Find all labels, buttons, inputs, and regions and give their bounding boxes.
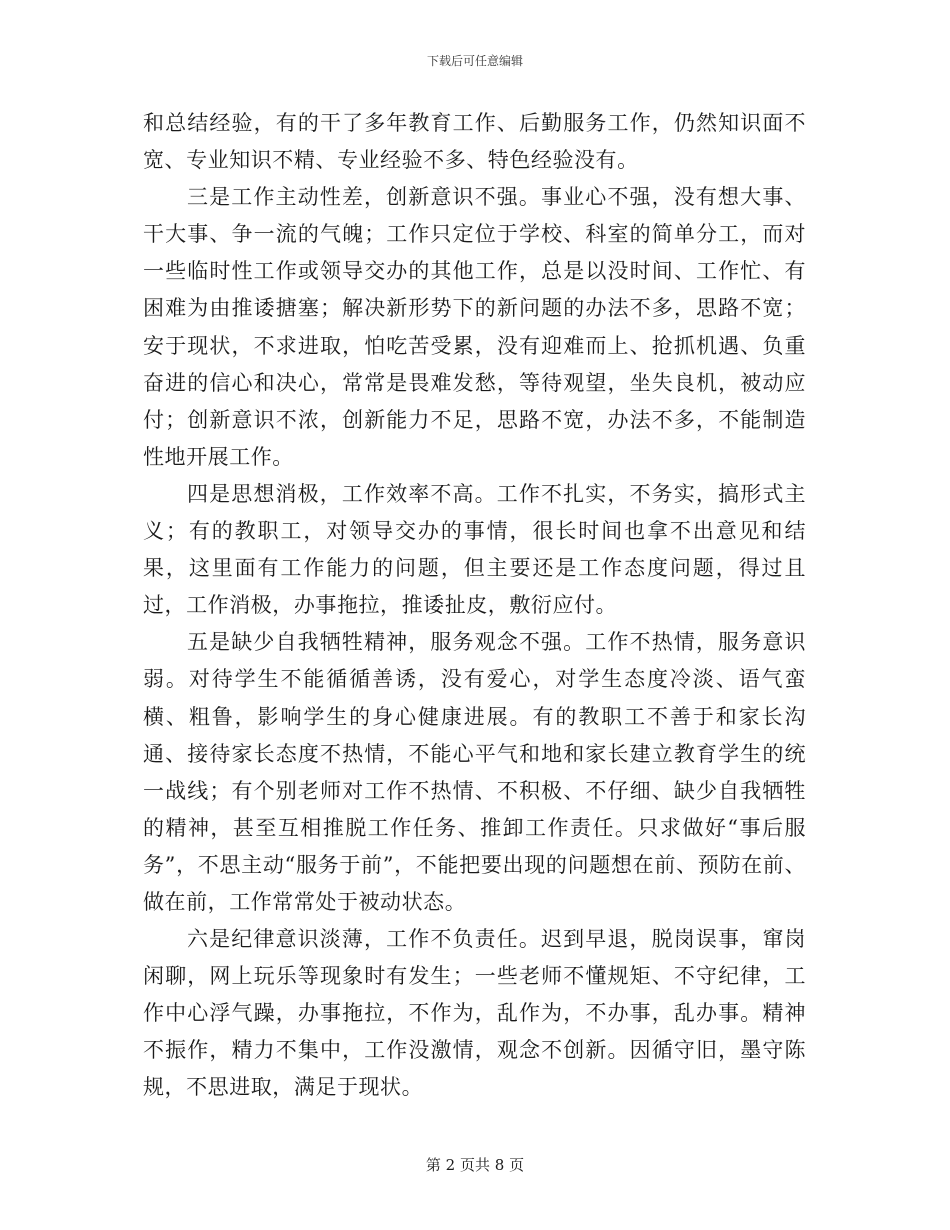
paragraph-point-six: 六是纪律意识淡薄，工作不负责任。迟到早退，脱岗误事，窜岗闲聊，网上玩乐等现象时有发生；一些老师不懂规矩、不守纪律，工作中心浮气躁，办事拖拉，不作为，乱作为，不办事，乱办事。精神不振作，精力不集中，工作没激情，观念不创新。因循守旧，墨守陈规，不思进取，满足于现状。 bbox=[143, 927, 806, 1100]
paragraph-point-five: 五是缺少自我牺牲精神，服务观念不强。工作不热情，服务意识弱。对待学生不能循循善诱，没有爱心，对学生态度冷淡、语气蛮横、粗鲁，影响学生的身心健康进展。有的教职工不善于和家长沟通、接待家长态度不热情，不能心平气和地和家长建立教育学生的统一战线；有个别老师对工作不热情、不积极、不仔细、缺少自我牺牲的精神，甚至互相推脱工作任务、推卸工作责任。只求做好“事后服务”，不思主动“服务于前”，不能把要出现的问题想在前、预防在前、做在前，工作常常处于被动状态。 bbox=[143, 630, 806, 914]
page-header: 下载后可任意编辑 bbox=[426, 54, 523, 68]
document-body bbox=[143, 105, 806, 1107]
paragraph-point-four: 四是思想消极，工作效率不高。工作不扎实，不务实，搞形式主义；有的教职工，对领导交办的事情，很长时间也拿不出意见和结果，这里面有工作能力的问题，但主要还是工作态度问题，得过且过，工作消极，办事拖拉，推诿扯皮，敷衍应付。 bbox=[143, 481, 806, 618]
paragraph-continuation: 和总结经验，有的干了多年教育工作、后勤服务工作，仍然知识面不宽、专业知识不精、专业经验不多、特色经验没有。 bbox=[143, 111, 806, 173]
page-number-footer: 第 2 页共 8 页 bbox=[425, 1156, 525, 1174]
paragraph-point-three: 三是工作主动性差，创新意识不强。事业心不强，没有想大事、干大事、争一流的气魄；工作只定位于学校、科室的简单分工，而对一些临时性工作或领导交办的其他工作，总是以没时间、工作忙、有困难为由推诿搪塞；解决新形势下的新问题的办法不多，思路不宽；安于现状，不求进取，怕吃苦受累，没有迎难而上、抢抓机遇、负重奋进的信心和决心，常常是畏难发愁，等待观望，坐失良机，被动应付；创新意识不浓，创新能力不足，思路不宽，办法不多，不能制造性地开展工作。 bbox=[143, 185, 806, 469]
